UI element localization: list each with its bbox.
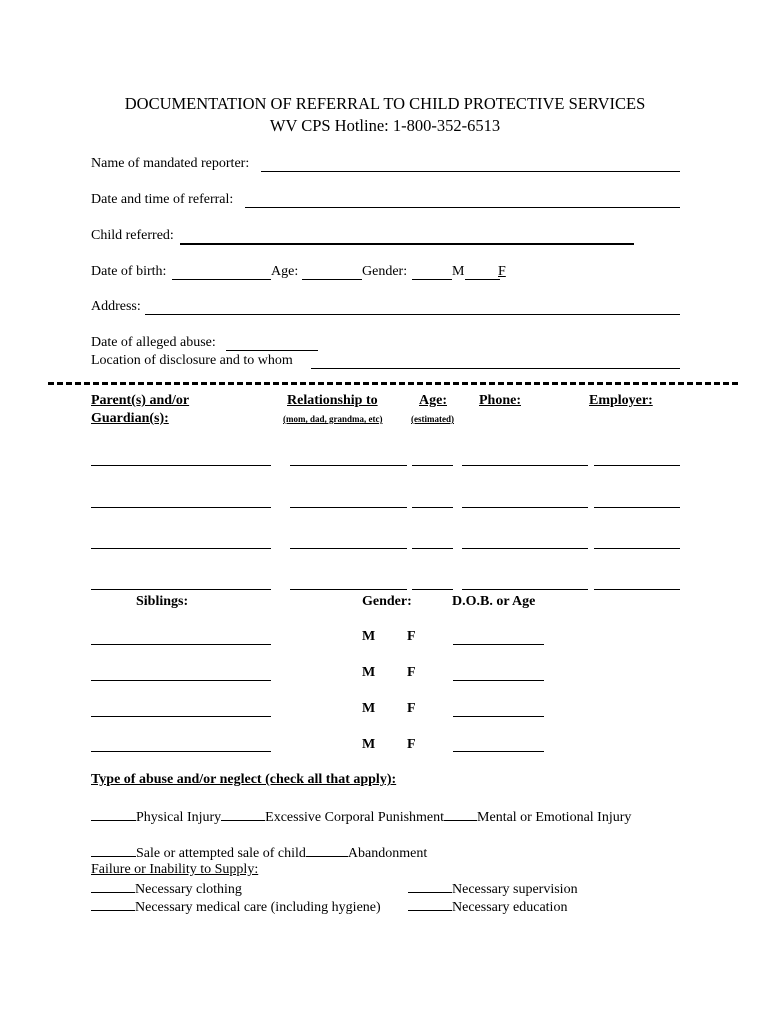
dob-label: Date of birth:: [91, 264, 167, 279]
col-relationship-hint: (mom, dad, grandma, etc): [283, 414, 383, 424]
parent-relationship-field[interactable]: [290, 548, 407, 549]
sibling-gender-f[interactable]: F: [407, 665, 416, 680]
parent-employer-field[interactable]: [594, 548, 680, 549]
medical-care-checkbox[interactable]: [91, 898, 135, 911]
col-relationship-header: Relationship to: [287, 393, 378, 408]
sibling-name-field[interactable]: [91, 716, 271, 717]
gender-label: Gender:: [362, 264, 408, 279]
siblings-gender-label: Gender:: [362, 594, 412, 609]
parent-phone-field[interactable]: [462, 507, 588, 508]
location-label: Location of disclosure and to whom: [91, 353, 293, 368]
parent-name-field[interactable]: [91, 507, 271, 508]
abuse-date-field[interactable]: [226, 350, 318, 351]
address-field[interactable]: [145, 314, 680, 315]
dashed-divider: [48, 382, 738, 385]
failure-heading: Failure or Inability to Supply:: [91, 862, 259, 877]
education-checkbox[interactable]: [408, 898, 452, 911]
supervision-label: Necessary supervision: [452, 882, 578, 897]
gender-m-blank[interactable]: [412, 279, 452, 280]
parent-name-field[interactable]: [91, 548, 271, 549]
parent-employer-field[interactable]: [594, 507, 680, 508]
col-phone-header: Phone:: [479, 393, 521, 408]
sibling-gender-m[interactable]: M: [362, 665, 376, 680]
gender-m: M: [452, 264, 465, 279]
failure-row-1: [91, 880, 242, 898]
sale-of-child-checkbox[interactable]: [91, 844, 136, 857]
referral-date-label: Date and time of referral:: [91, 192, 234, 207]
age-field[interactable]: [302, 279, 362, 280]
sale-of-child-label: Sale or attempted sale of child: [136, 846, 306, 861]
parent-age-field[interactable]: [412, 548, 453, 549]
sibling-gender-m[interactable]: M: [362, 629, 376, 644]
dob-field[interactable]: [172, 279, 271, 280]
parent-name-field[interactable]: [91, 589, 271, 590]
col-parents-header-2: Guardian(s):: [91, 411, 169, 426]
abuse-row-2: [91, 844, 427, 862]
corporal-punishment-label: Excessive Corporal Punishment: [265, 810, 445, 825]
physical-injury-label: Physical Injury: [136, 810, 222, 825]
parent-age-field[interactable]: [412, 507, 453, 508]
failure-row-2: [91, 898, 381, 916]
referral-date-field[interactable]: [245, 207, 680, 208]
clothing-label: Necessary clothing: [135, 882, 242, 897]
location-field[interactable]: [311, 368, 680, 369]
emotional-injury-label: Mental or Emotional Injury: [477, 810, 632, 825]
parent-age-field[interactable]: [412, 589, 453, 590]
hotline-text: WV CPS Hotline: 1-800-352-6513: [269, 116, 501, 135]
form-title: DOCUMENTATION OF REFERRAL TO CHILD PROTECTIVE SERVICES: [124, 94, 646, 113]
parent-name-field[interactable]: [91, 465, 271, 466]
gender-f: F: [498, 264, 506, 279]
physical-injury-checkbox[interactable]: [91, 808, 136, 821]
abuse-date-label: Date of alleged abuse:: [91, 335, 216, 350]
parent-phone-field[interactable]: [462, 465, 588, 466]
abandonment-label: Abandonment: [347, 846, 428, 861]
reporter-field[interactable]: [261, 171, 680, 172]
sibling-gender-m[interactable]: M: [362, 701, 376, 716]
col-parents-header: Parent(s) and/or: [91, 393, 190, 408]
siblings-dob-label: D.O.B. or Age: [452, 594, 536, 609]
parent-relationship-field[interactable]: [290, 507, 407, 508]
child-field[interactable]: [180, 243, 634, 245]
siblings-label: Siblings:: [136, 594, 189, 609]
sibling-gender-f[interactable]: F: [407, 737, 416, 752]
sibling-name-field[interactable]: [91, 680, 271, 681]
col-employer-header: Employer:: [589, 393, 653, 408]
sibling-dob-field[interactable]: [453, 644, 544, 645]
col-age-hint: (estimated): [411, 414, 454, 424]
sibling-name-field[interactable]: [91, 751, 271, 752]
education-label: Necessary education: [452, 900, 568, 915]
sibling-dob-field[interactable]: [453, 716, 544, 717]
clothing-checkbox[interactable]: [91, 880, 135, 893]
parent-employer-field[interactable]: [594, 589, 680, 590]
sibling-gender-f[interactable]: F: [407, 701, 416, 716]
parent-age-field[interactable]: [412, 465, 453, 466]
sibling-gender-m[interactable]: M: [362, 737, 376, 752]
parent-phone-field[interactable]: [462, 548, 588, 549]
emotional-injury-checkbox[interactable]: [444, 808, 477, 821]
failure-row-2b: [408, 898, 567, 916]
abuse-row-1: [91, 808, 631, 826]
sibling-gender-f[interactable]: F: [407, 629, 416, 644]
failure-row-1b: [408, 880, 578, 898]
corporal-punishment-checkbox[interactable]: [221, 808, 265, 821]
supervision-checkbox[interactable]: [408, 880, 452, 893]
parent-relationship-field[interactable]: [290, 589, 407, 590]
parent-employer-field[interactable]: [594, 465, 680, 466]
abuse-type-heading: Type of abuse and/or neglect (check all that apply):: [91, 772, 397, 787]
child-label: Child referred:: [91, 228, 174, 243]
address-label: Address:: [91, 299, 141, 314]
parent-relationship-field[interactable]: [290, 465, 407, 466]
sibling-dob-field[interactable]: [453, 751, 544, 752]
medical-care-label: Necessary medical care (including hygiene): [135, 900, 381, 915]
age-label: Age:: [271, 264, 299, 279]
col-age-header: Age:: [419, 393, 447, 408]
sibling-dob-field[interactable]: [453, 680, 544, 681]
abandonment-checkbox[interactable]: [306, 844, 348, 857]
reporter-label: Name of mandated reporter:: [91, 156, 250, 171]
parent-phone-field[interactable]: [462, 589, 588, 590]
gender-f-blank[interactable]: [465, 279, 500, 280]
sibling-name-field[interactable]: [91, 644, 271, 645]
